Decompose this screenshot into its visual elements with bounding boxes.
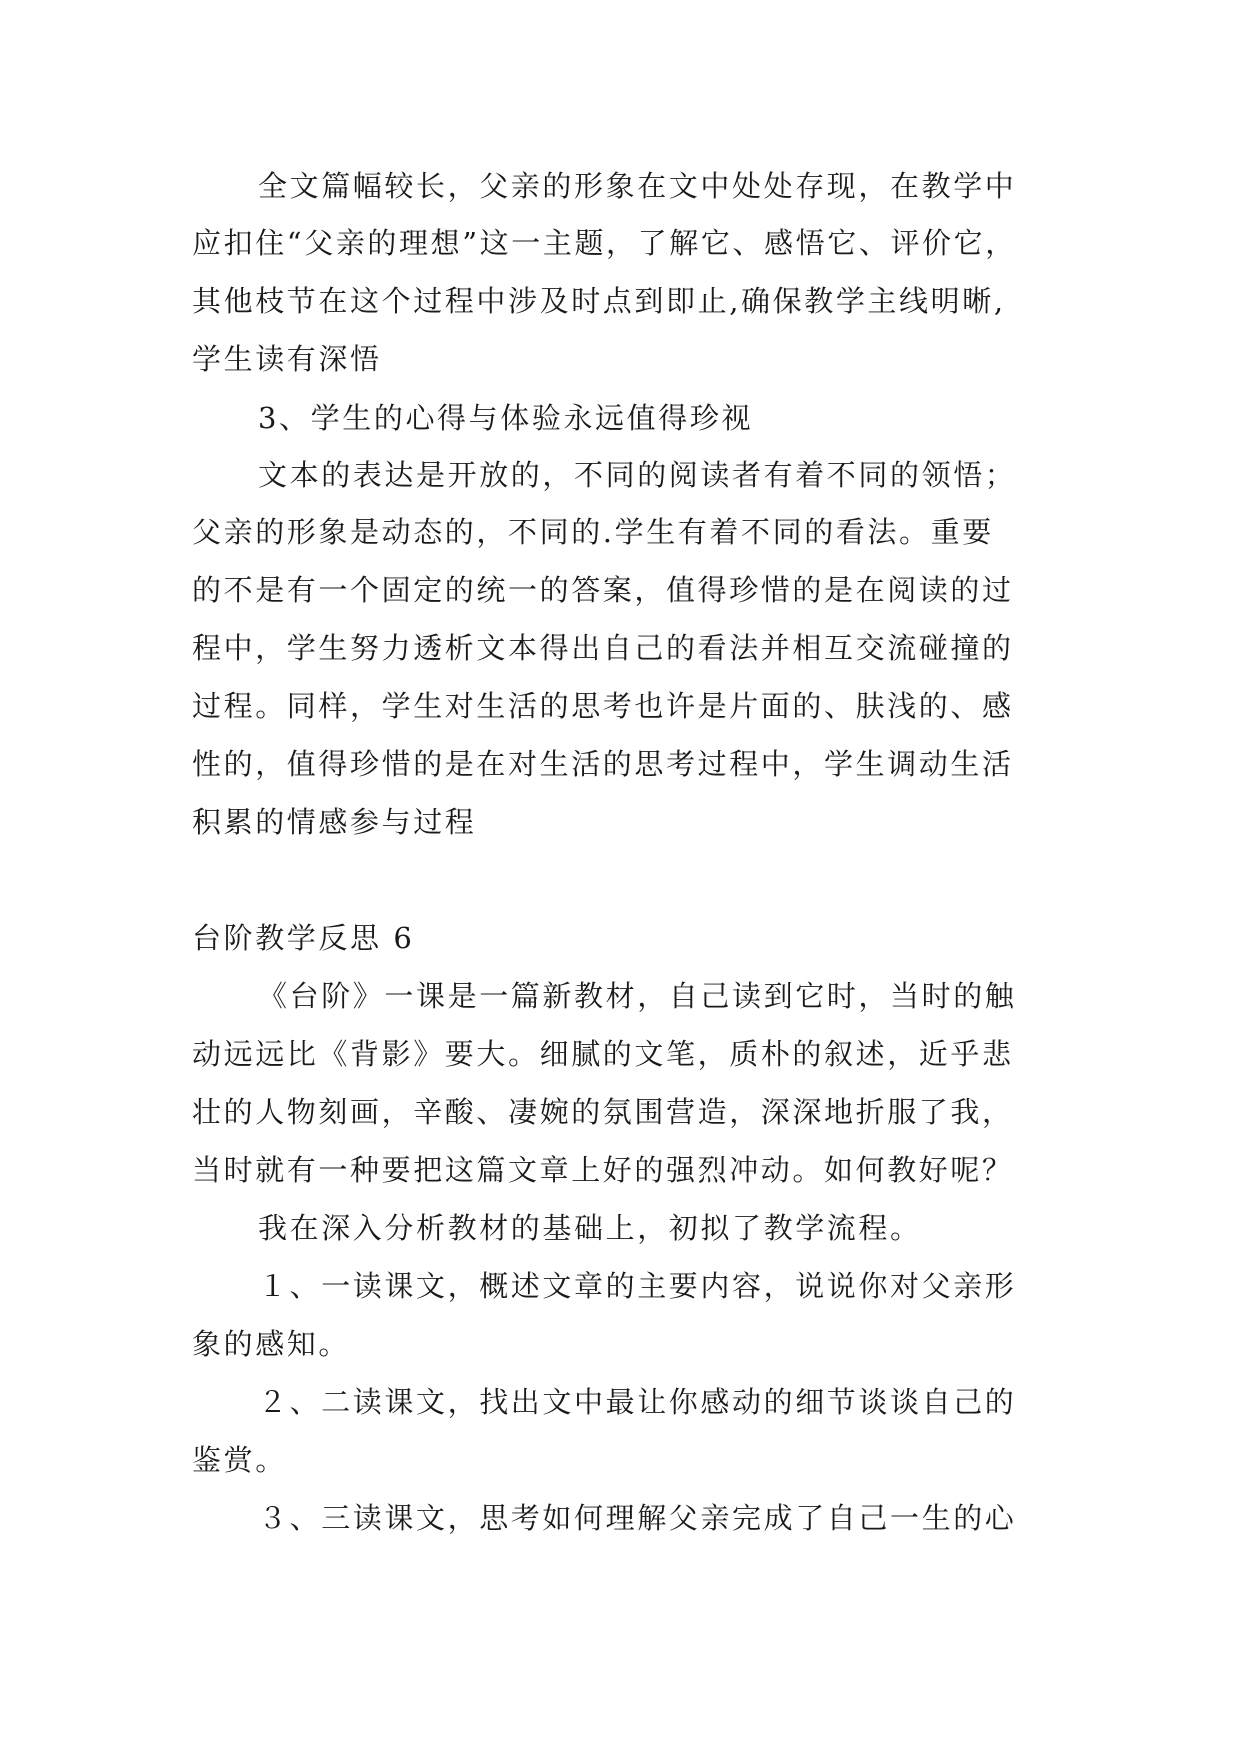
list-item: １、一读课文，概述文章的主要内容，说说你对父亲形 <box>258 1269 1017 1303</box>
paragraph-line: 过程。同样，学生对生活的思考也许是片面的、肤浅的、感 <box>192 689 1014 723</box>
paragraph-line: 性的，值得珍惜的是在对生活的思考过程中，学生调动生活 <box>192 747 1014 781</box>
list-item: ３、三读课文，思考如何理解父亲完成了自己一生的心 <box>258 1501 1017 1535</box>
paragraph-line: 全文篇幅较长，父亲的形象在文中处处存现，在教学中 <box>258 169 1017 203</box>
paragraph-line: 当时就有一种要把这篇文章上好的强烈冲动。如何教好呢？ <box>192 1153 1014 1187</box>
paragraph-line: 积累的情感参与过程 <box>192 805 477 839</box>
paragraph-line: 应扣住“父亲的理想”这一主题，了解它、感悟它、评价它， <box>192 226 1017 260</box>
list-item: ２、二读课文，找出文中最让你感动的细节谈谈自己的 <box>258 1385 1017 1419</box>
paragraph-line: 动远远比《背影》要大。细腻的文笔，质朴的叙述，近乎悲 <box>192 1037 1014 1071</box>
paragraph-line: 父亲的形象是动态的，不同的.学生有着不同的看法。重要 <box>192 515 994 549</box>
paragraph-line: 学生读有深悟 <box>192 342 382 376</box>
paragraph-line: 文本的表达是开放的，不同的阅读者有着不同的领悟； <box>258 458 1017 492</box>
article-title: 台阶教学反思 6 <box>192 921 415 955</box>
paragraph-line: 其他枝节在这个过程中涉及时点到即止,确保教学主线明晰, <box>192 284 1006 318</box>
list-item-continuation: 象的感知。 <box>192 1327 351 1361</box>
paragraph-line: 程中，学生努力透析文本得出自己的看法并相互交流碰撞的 <box>192 631 1014 665</box>
paragraph-line: 壮的人物刻画，辛酸、凄婉的氛围营造，深深地折服了我， <box>192 1095 1014 1129</box>
section-heading: 3、学生的心得与体验永远值得珍视 <box>258 401 754 435</box>
paragraph-line: 的不是有一个固定的统一的答案，值得珍惜的是在阅读的过 <box>192 573 1014 607</box>
paragraph-line: 《台阶》一课是一篇新教材，自己读到它时，当时的触 <box>258 979 1017 1013</box>
list-item-continuation: 鉴赏。 <box>192 1443 287 1477</box>
paragraph-line: 我在深入分析教材的基础上，初拟了教学流程。 <box>258 1211 922 1245</box>
